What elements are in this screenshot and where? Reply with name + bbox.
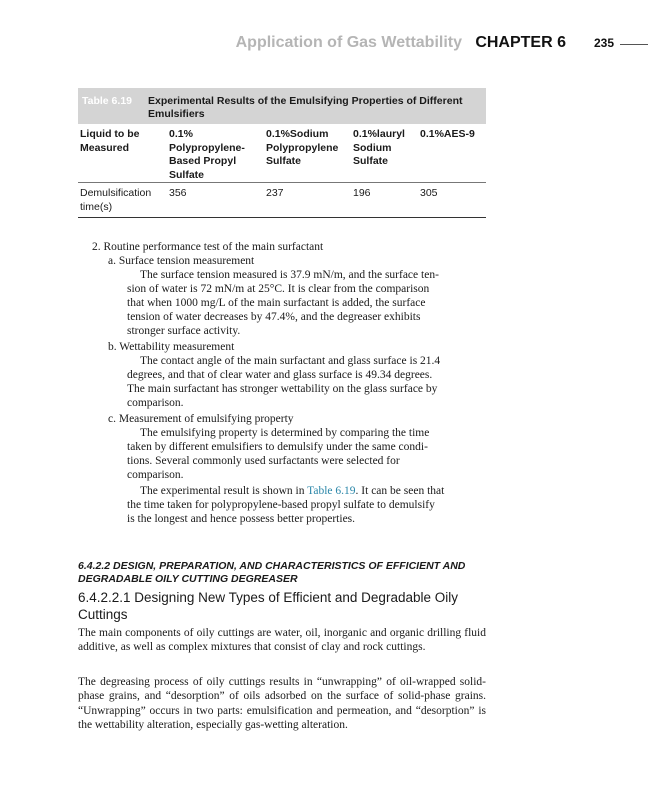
table-header-cell: 0.1%Sodium Polypropylene Sulfate <box>266 128 339 167</box>
chapter-label: CHAPTER 6 <box>475 34 566 51</box>
table-caption-bar <box>78 88 486 124</box>
text-line: the time taken for polypropylene-based propyl sulfate to demulsify <box>127 499 435 511</box>
table-header-cell: 0.1%lauryl Sodium Sulfate <box>353 128 405 167</box>
running-title: Application of Gas Wettability <box>235 34 462 51</box>
table-6-19 <box>78 88 486 218</box>
text-line <box>140 484 444 498</box>
text-line: The emulsifying property is determined by comparing the time <box>140 427 430 439</box>
text-line: that when 1000 mg/L of the main surfactant is added, the surface <box>127 297 426 309</box>
page-number: 235 <box>593 36 614 50</box>
table-header-cell: 0.1% Polypropylene-Based Propyl Sulfate <box>169 128 245 181</box>
paragraph: The degreasing process of oily cuttings results in “unwrapping” of oil-wrapped solid-phase grains, and “desorption” of oils adsorbed on the surface of solid-phase grains. “Unwrapping” occurs in two parts: emulsification and permeation, and “desorption” is the wettability alteration, especially gas-wetting alteration. <box>78 676 486 731</box>
table-label: Table 6.19 <box>82 95 132 107</box>
table-cell: 305 <box>420 187 438 199</box>
section-heading: 6.4.2.2 DESIGN, PREPARATION, AND CHARACTERISTICS OF EFFICIENT AND DEGRADABLE OILY CUTTING DEGREASER <box>78 560 466 585</box>
table-header-cell: Liquid to be Measured <box>80 128 140 154</box>
text-line: is the longest and hence possess better properties. <box>127 513 356 525</box>
text-line: degrees, and that of clear water and glass surface is 49.34 degrees. <box>127 369 433 381</box>
table-header-row <box>78 124 486 183</box>
subitem-c-heading: c. Measurement of emulsifying property <box>108 413 294 425</box>
text-segment: The experimental result is shown in <box>140 485 308 497</box>
table-cell: 237 <box>266 187 284 199</box>
text-line: taken by different emulsifiers to demulsify under the same condi- <box>127 441 428 453</box>
subsection-heading: 6.4.2.2.1 Designing New Types of Efficient and Degradable Oily Cuttings <box>78 590 458 622</box>
text-line: comparison. <box>127 397 184 409</box>
table-reference-link[interactable]: Table 6.19 <box>307 485 356 497</box>
table-caption: Experimental Results of the Emulsifying Properties of Different Emulsifiers <box>148 95 463 120</box>
list-item-heading: 2. Routine performance test of the main surfactant <box>92 241 324 253</box>
text-line: tions. Several commonly used surfactants were selected for <box>127 455 400 467</box>
text-line: sion of water is 72 mN/m at 25°C. It is clear from the comparison <box>127 283 430 295</box>
table-cell: 356 <box>169 187 187 199</box>
table-cell: Demulsification time(s) <box>80 187 152 213</box>
text-line: The surface tension measured is 37.9 mN/m, and the surface ten- <box>140 269 439 281</box>
text-line: stronger surface activity. <box>127 325 241 337</box>
text-line: The main surfactant has stronger wettability on the glass surface by <box>127 383 438 395</box>
table-header-cell: 0.1%AES-9 <box>420 128 475 140</box>
text-line: comparison. <box>127 469 184 481</box>
text-line: The contact angle of the main surfactant and glass surface is 21.4 <box>140 355 441 367</box>
text-line: tension of water decreases by 47.4%, and the degreaser exhibits <box>127 311 421 323</box>
subitem-a-heading: a. Surface tension measurement <box>108 255 255 267</box>
text-segment: . It can be seen that <box>355 485 445 497</box>
subitem-b-heading: b. Wettability measurement <box>108 341 235 353</box>
paragraph: The main components of oily cuttings are water, oil, inorganic and organic drilling fluid additive, as well as complex mixtures that consist of clay and rock cuttings. <box>78 627 486 654</box>
header-rule <box>620 44 648 45</box>
running-header <box>0 34 648 54</box>
table-cell: 196 <box>353 187 371 199</box>
table-row <box>78 183 486 218</box>
